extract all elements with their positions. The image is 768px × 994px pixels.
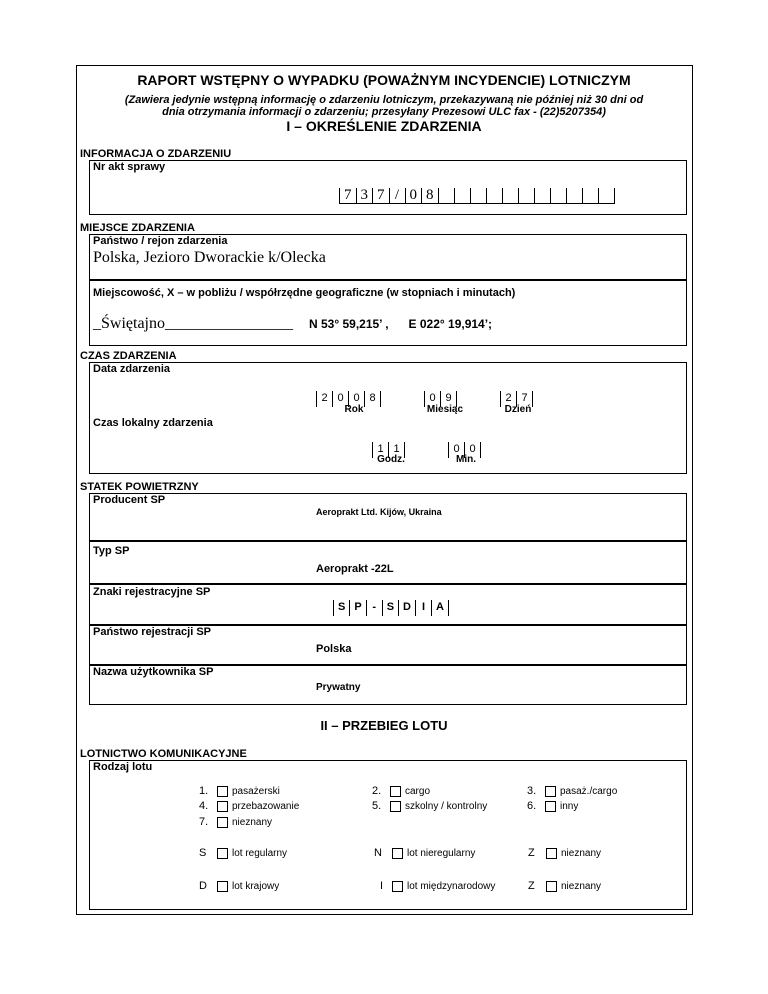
option-key: D <box>199 880 207 892</box>
option-number: 4. <box>199 800 209 812</box>
checkbox-icon[interactable] <box>217 786 228 797</box>
part1-heading: I – OKREŚLENIE ZDARZENIA <box>286 118 482 134</box>
char-cell[interactable]: 8 <box>421 188 438 204</box>
registry-country-label: Państwo rejestracji SP <box>93 626 211 638</box>
checkbox-icon[interactable] <box>545 801 556 812</box>
option-label: nieznany <box>561 881 602 892</box>
char-cell[interactable] <box>438 188 454 204</box>
option-label: lot krajowy <box>232 881 280 892</box>
info-section-heading: INFORMACJA O ZDARZENIU <box>80 148 232 160</box>
char-cell[interactable]: 0 <box>448 442 464 458</box>
checkbox-icon[interactable] <box>217 848 228 859</box>
char-cell[interactable] <box>486 188 502 204</box>
checkbox-icon[interactable] <box>217 801 228 812</box>
coordinates-value[interactable]: N 53° 59,215’ , E 022° 19,914’; <box>309 317 493 331</box>
char-cell[interactable]: 0 <box>405 188 422 204</box>
option-regularity-unknown[interactable] <box>528 847 601 859</box>
option-number: 3. <box>527 785 537 797</box>
char-cell[interactable] <box>518 188 534 204</box>
char-cell[interactable] <box>454 188 470 204</box>
char-cell[interactable]: 0 <box>464 442 481 458</box>
checkbox-icon[interactable] <box>546 881 557 892</box>
char-cell[interactable]: 9 <box>440 391 457 407</box>
char-cell[interactable]: 7 <box>372 188 389 204</box>
month-caption: Miesiąc <box>426 404 464 415</box>
part2-heading: II – PRZEBIEG LOTU <box>320 718 448 733</box>
day-caption: Dzień <box>504 404 532 415</box>
char-cell[interactable] <box>534 188 550 204</box>
checkbox-icon[interactable] <box>392 848 403 859</box>
option-label: cargo <box>405 786 431 797</box>
char-cell[interactable]: S <box>333 600 349 616</box>
char-cell[interactable]: 0 <box>348 391 364 407</box>
option-key: N <box>374 847 382 859</box>
char-cell[interactable]: A <box>431 600 449 616</box>
place-section-heading: MIEJSCE ZDARZENIA <box>80 222 195 234</box>
char-cell[interactable]: P <box>349 600 365 616</box>
aircraft-section-heading: STATEK POWIETRZNY <box>80 481 199 493</box>
country-value[interactable]: Polska, Jezioro Dworackie k/Olecka <box>93 249 326 266</box>
checkbox-icon[interactable] <box>392 881 403 892</box>
char-cell[interactable]: 8 <box>364 391 381 407</box>
checkbox-icon[interactable] <box>217 881 228 892</box>
case-number-label: Nr akt sprawy <box>93 161 166 173</box>
date-label: Data zdarzenia <box>93 363 171 375</box>
form-title: RAPORT WSTĘPNY O WYPADKU (POWAŻNYM INCYDENCIE) LOTNICZYM <box>137 72 631 88</box>
option-number: 2. <box>372 785 382 797</box>
option-number: 7. <box>199 816 209 828</box>
option-label: pasaż./cargo <box>560 786 618 797</box>
option-regular[interactable] <box>199 847 287 859</box>
char-cell[interactable] <box>566 188 582 204</box>
option-scope-unknown[interactable] <box>528 880 601 892</box>
option-label: inny <box>560 801 579 812</box>
form-subtitle-line2: dnia otrzymania informacji o zdarzeniu; przesyłany Prezesowi ULC fax - (22)5207354) <box>162 106 606 118</box>
char-cell[interactable]: 2 <box>316 391 332 407</box>
option-passenger-cargo[interactable] <box>527 785 617 797</box>
char-cell[interactable]: 1 <box>372 442 388 458</box>
option-irregular[interactable] <box>374 847 475 859</box>
option-label: nieznany <box>232 817 273 828</box>
case-number-field[interactable] <box>339 188 615 204</box>
char-cell[interactable]: 2 <box>500 391 516 407</box>
option-number: 5. <box>372 800 382 812</box>
type-label: Typ SP <box>93 545 130 557</box>
char-cell[interactable] <box>502 188 518 204</box>
char-cell[interactable]: / <box>389 188 405 204</box>
char-cell[interactable] <box>582 188 598 204</box>
country-label: Państwo / rejon zdarzenia <box>93 235 228 247</box>
registration-label: Znaki rejestracyjne SP <box>93 586 211 598</box>
option-number: 6. <box>527 800 537 812</box>
option-label: pasażerski <box>232 786 280 797</box>
flight-type-label: Rodzaj lotu <box>93 761 153 773</box>
operator-label: Nazwa użytkownika SP <box>93 666 214 678</box>
char-cell[interactable]: 7 <box>516 391 533 407</box>
char-cell[interactable]: 3 <box>356 188 373 204</box>
option-label: lot regularny <box>232 848 288 859</box>
checkbox-icon[interactable] <box>390 786 401 797</box>
type-box <box>89 541 687 584</box>
minute-caption: Min. <box>456 454 476 465</box>
option-label: przebazowanie <box>232 801 300 812</box>
checkbox-icon[interactable] <box>545 786 556 797</box>
option-number: 1. <box>199 785 209 797</box>
option-label: szkolny / kontrolny <box>405 801 488 812</box>
type-value[interactable]: Aeroprakt -22L <box>316 563 394 575</box>
time-section-heading: CZAS ZDARZENIA <box>80 350 177 362</box>
option-label: nieznany <box>561 848 602 859</box>
option-passenger[interactable] <box>199 785 280 797</box>
operator-value[interactable]: Prywatny <box>316 682 361 693</box>
option-key: Z <box>528 847 535 859</box>
registry-country-box <box>89 625 687 665</box>
option-key: Z <box>528 880 535 892</box>
char-cell[interactable] <box>598 188 615 204</box>
char-cell[interactable]: D <box>398 600 415 616</box>
flight-section-heading: LOTNICTWO KOMUNIKACYJNE <box>80 748 247 760</box>
option-key: S <box>199 847 207 859</box>
option-domestic[interactable] <box>199 880 279 892</box>
option-key: I <box>380 880 384 892</box>
char-cell[interactable] <box>550 188 566 204</box>
manufacturer-label: Producent SP <box>93 494 166 506</box>
option-international[interactable] <box>380 880 495 892</box>
option-cargo[interactable] <box>372 785 430 797</box>
local-time-label: Czas lokalny zdarzenia <box>93 417 213 429</box>
country-box <box>89 234 687 280</box>
char-cell[interactable] <box>470 188 486 204</box>
option-ferry[interactable] <box>199 800 299 812</box>
char-cell[interactable]: 7 <box>339 188 356 204</box>
char-cell[interactable]: I <box>415 600 431 616</box>
manufacturer-value[interactable]: Aeroprakt Ltd. Kijów, Ukraina <box>316 507 442 517</box>
char-cell[interactable]: 0 <box>424 391 440 407</box>
checkbox-icon[interactable] <box>217 817 228 828</box>
locality-label: Miejscowość, X – w pobliżu / współrzędne geograficzne (w stopniach i minutach) <box>93 287 516 299</box>
checkbox-icon[interactable] <box>390 801 401 812</box>
char-cell[interactable]: - <box>366 600 382 616</box>
checkbox-icon[interactable] <box>546 848 557 859</box>
option-label: lot międzynarodowy <box>407 881 496 892</box>
hour-caption: Godz. <box>377 454 405 465</box>
char-cell[interactable]: S <box>382 600 398 616</box>
option-unknown[interactable] <box>199 816 272 828</box>
registry-country-value[interactable]: Polska <box>316 643 352 655</box>
form-subtitle-line1: (Zawiera jedynie wstępną informację o zdarzeniu lotniczym, przekazywaną nie później niż 30 dni od <box>124 94 644 106</box>
registration-field[interactable] <box>333 600 449 616</box>
year-caption: Rok <box>344 404 364 415</box>
option-label: lot nieregularny <box>407 848 476 859</box>
char-cell[interactable]: 1 <box>388 442 405 458</box>
char-cell[interactable]: 0 <box>332 391 348 407</box>
locality-box <box>89 280 687 346</box>
locality-value[interactable]: _Świętajno________________ <box>93 315 293 332</box>
operator-box <box>89 665 687 705</box>
manufacturer-box <box>89 493 687 541</box>
option-training[interactable] <box>372 800 487 812</box>
option-other[interactable] <box>527 800 578 812</box>
